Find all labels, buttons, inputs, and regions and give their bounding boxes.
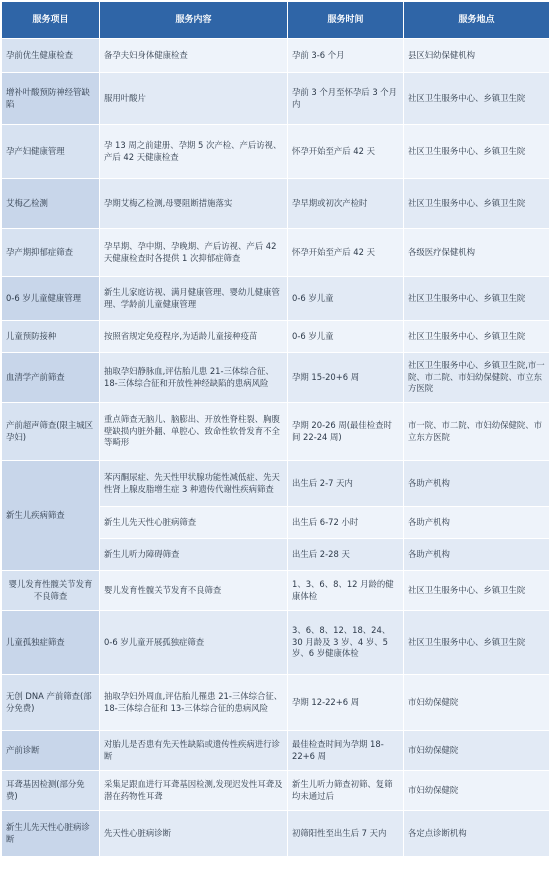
- service-location-cell: 各定点诊断机构: [404, 811, 550, 857]
- service-time-cell: 怀孕开始至产后 42 天: [288, 229, 404, 277]
- table-row: [2, 125, 550, 179]
- service-table: [1, 1, 550, 857]
- service-location-cell: 社区卫生服务中心、乡镇卫生院,市一院、市二院、市妇幼保健院、市立东方医院: [404, 353, 550, 403]
- service-location-cell: 市一院、市二院、市妇幼保健院、市立东方医院: [404, 403, 550, 461]
- page: [0, 1, 550, 875]
- table-header-row: [2, 2, 550, 39]
- table-row: [2, 179, 550, 229]
- service-time-cell: 出生后 2-28 天: [288, 539, 404, 571]
- table-row: [2, 229, 550, 277]
- table-row: [2, 731, 550, 771]
- service-item-cell: 0-6 岁儿童健康管理: [2, 277, 100, 321]
- service-item-cell: 血清学产前筛查: [2, 353, 100, 403]
- table-row: [2, 811, 550, 857]
- service-time-cell: 3、6、8、12、18、24、30 月龄及 3 岁、4 岁、5 岁、6 岁健康体检: [288, 611, 404, 675]
- service-content-cell: 新生儿家庭访视、满月健康管理、婴幼儿健康管理、学龄前儿童健康管理: [100, 277, 288, 321]
- service-content-cell: 采集足跟血进行耳聋基因检测,发现迟发性耳聋及潜在药物性耳聋: [100, 771, 288, 811]
- service-time-cell: 出生后 2-7 天内: [288, 461, 404, 507]
- service-time-cell: 孕期 12-22+6 周: [288, 675, 404, 731]
- service-time-cell: 0-6 岁儿童: [288, 277, 404, 321]
- header-service-location: 服务地点: [404, 2, 550, 39]
- service-item-cell: 儿童预防接种: [2, 321, 100, 353]
- service-time-cell: 孕前 3-6 个月: [288, 39, 404, 73]
- service-location-cell: 社区卫生服务中心、乡镇卫生院: [404, 277, 550, 321]
- service-content-cell: 新生儿先天性心脏病筛查: [100, 507, 288, 539]
- service-item-cell: 耳聋基因检测(部分免费): [2, 771, 100, 811]
- service-item-cell: 产前超声筛查(限主城区孕妇): [2, 403, 100, 461]
- table-row: [2, 675, 550, 731]
- service-time-cell: 孕早期或初次产检时: [288, 179, 404, 229]
- service-time-cell: 孕前 3 个月至怀孕后 3 个月内: [288, 73, 404, 125]
- service-location-cell: 各助产机构: [404, 461, 550, 507]
- service-item-cell: 孕产妇健康管理: [2, 125, 100, 179]
- service-item-cell: 儿童孤独症筛查: [2, 611, 100, 675]
- table-row: [2, 571, 550, 611]
- service-time-cell: 孕期 20-26 周(最佳检查时间 22-24 周): [288, 403, 404, 461]
- table-row: [2, 277, 550, 321]
- service-location-cell: 市妇幼保健院: [404, 731, 550, 771]
- service-time-cell: 0-6 岁儿童: [288, 321, 404, 353]
- service-item-cell: 孕前优生健康检查: [2, 39, 100, 73]
- table-row: [2, 611, 550, 675]
- table-row: [2, 39, 550, 73]
- service-content-cell: 苯丙酮尿症、先天性甲状腺功能性减低症、先天性肾上腺皮脂增生症 3 种遗传代谢性疾病筛查: [100, 461, 288, 507]
- table-row: [2, 321, 550, 353]
- table-row: [2, 353, 550, 403]
- header-service-item: 服务项目: [2, 2, 100, 39]
- service-content-cell: 0-6 岁儿童开展孤独症筛查: [100, 611, 288, 675]
- service-content-cell: 孕期艾梅乙检测,母婴阻断措施落实: [100, 179, 288, 229]
- service-content-cell: 对胎儿是否患有先天性缺陷或遗传性疾病进行诊断: [100, 731, 288, 771]
- service-location-cell: 社区卫生服务中心、乡镇卫生院: [404, 611, 550, 675]
- header-service-content: 服务内容: [100, 2, 288, 39]
- service-location-cell: 各助产机构: [404, 539, 550, 571]
- service-location-cell: 县区妇幼保健机构: [404, 39, 550, 73]
- table-row: [2, 461, 550, 507]
- service-content-cell: 先天性心脏病诊断: [100, 811, 288, 857]
- table-row: [2, 403, 550, 461]
- service-location-cell: 各级医疗保健机构: [404, 229, 550, 277]
- header-service-time: 服务时间: [288, 2, 404, 39]
- table-row: [2, 771, 550, 811]
- service-location-cell: 市妇幼保健院: [404, 771, 550, 811]
- service-content-cell: 重点筛查无脑儿、脑膨出、开放性脊柱裂、胸腹壁缺损内脏外翻、单腔心、致命性软骨发育不全等畸形: [100, 403, 288, 461]
- service-content-cell: 新生儿听力障碍筛查: [100, 539, 288, 571]
- service-time-cell: 孕期 15-20+6 周: [288, 353, 404, 403]
- service-content-cell: 孕早期、孕中期、孕晚期、产后访视、产后 42 天健康检查时各提供 1 次抑郁症筛查: [100, 229, 288, 277]
- service-item-cell: 产前诊断: [2, 731, 100, 771]
- service-content-cell: 婴儿发育性髋关节发育不良筛查: [100, 571, 288, 611]
- service-item-cell: 增补叶酸预防神经管缺陷: [2, 73, 100, 125]
- service-content-cell: 备孕夫妇身体健康检查: [100, 39, 288, 73]
- service-item-cell: 无创 DNA 产前筛查(部分免费): [2, 675, 100, 731]
- service-item-cell: 新生儿先天性心脏病诊断: [2, 811, 100, 857]
- service-location-cell: 社区卫生服务中心、乡镇卫生院: [404, 321, 550, 353]
- service-content-cell: 按照省规定免疫程序,为适龄儿童接种疫苗: [100, 321, 288, 353]
- service-time-cell: 出生后 6-72 小时: [288, 507, 404, 539]
- service-location-cell: 社区卫生服务中心、乡镇卫生院: [404, 571, 550, 611]
- service-content-cell: 服用叶酸片: [100, 73, 288, 125]
- service-item-cell: 孕产期抑郁症筛查: [2, 229, 100, 277]
- service-time-cell: 1、3、6、8、12 月龄的健康体检: [288, 571, 404, 611]
- service-location-cell: 社区卫生服务中心、乡镇卫生院: [404, 73, 550, 125]
- service-location-cell: 社区卫生服务中心、乡镇卫生院: [404, 179, 550, 229]
- service-time-cell: 最佳检查时间为孕期 18-22+6 周: [288, 731, 404, 771]
- service-location-cell: 各助产机构: [404, 507, 550, 539]
- service-time-cell: 新生儿听力筛查初筛、复筛均未通过后: [288, 771, 404, 811]
- service-time-cell: 怀孕开始至产后 42 天: [288, 125, 404, 179]
- service-content-cell: 抽取孕妇外周血,评估胎儿罹患 21-三体综合征、18-三体综合征和 13-三体综合征的患病风险: [100, 675, 288, 731]
- service-content-cell: 抽取孕妇静脉血,评估胎儿患 21-三体综合征、18-三体综合征和开放性神经缺陷的患病风险: [100, 353, 288, 403]
- service-time-cell: 初筛阳性至出生后 7 天内: [288, 811, 404, 857]
- service-location-cell: 市妇幼保健院: [404, 675, 550, 731]
- service-item-cell: 婴儿发育性髋关节发育不良筛查: [2, 571, 100, 611]
- service-item-cell: 艾梅乙检测: [2, 179, 100, 229]
- service-content-cell: 孕 13 周之前建册、孕期 5 次产检、产后访视、产后 42 天健康检查: [100, 125, 288, 179]
- table-row: [2, 73, 550, 125]
- service-item-cell: 新生儿疾病筛查: [2, 461, 100, 571]
- service-location-cell: 社区卫生服务中心、乡镇卫生院: [404, 125, 550, 179]
